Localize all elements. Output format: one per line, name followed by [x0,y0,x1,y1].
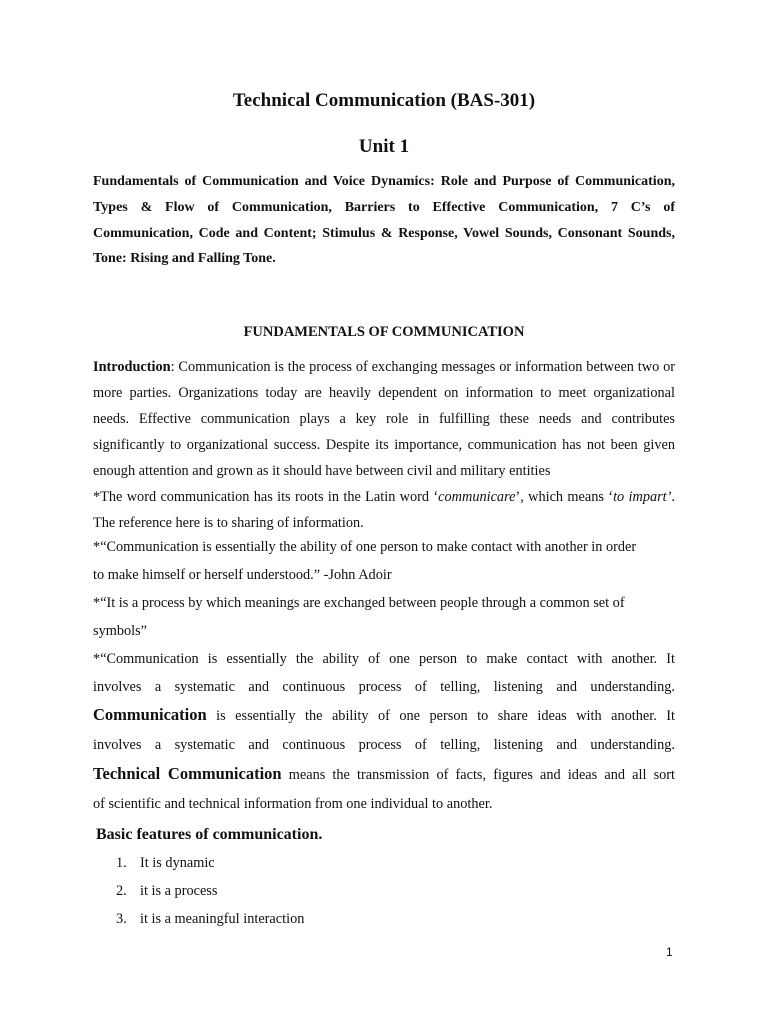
list-number: 1. [116,855,127,871]
definition-technical-line-1 [93,764,675,784]
latin-meaning: to impart’ [613,489,672,505]
etymology-text-1: *The word communication has its roots in the Latin word ‘ [93,489,439,505]
list-item [116,883,217,900]
list-text: it is a meaningful interaction [140,911,305,927]
page-number: 1 [666,945,673,959]
features-heading: Basic features of communication. [96,826,323,843]
introduction-paragraph [93,354,675,484]
list-text: It is dynamic [140,855,215,871]
introduction-text: : Communication is the process of exchanging messages or information between two or more parties. Organizations today are heavily dependent on information to meet organizational needs. Effective communication plays a key role in fulfilling these needs and contributes significantly to organizational success. Despite its importance, communication has not been given enough attention and grown as it should have between civil and military entities [93,359,675,479]
definition-term-technical-communication: Technical Communication [93,764,282,783]
introduction-label: Introduction [93,359,171,375]
definition-communication-text: is essentially the ability of one person to share ideas with another. It [206,708,675,724]
list-number: 2. [116,883,127,899]
latin-word: communicare [438,489,516,505]
quote-2-line-1: *“It is a process by which meanings are exchanged between people through a common set of [93,595,625,611]
definition-term-communication: Communication [93,705,207,724]
section-title: FUNDAMENTALS OF COMMUNICATION [243,324,525,340]
list-text: it is a process [140,883,218,899]
definition-technical-line-2: of scientific and technical information from one individual to another. [93,796,493,812]
quote-3-line-1: *“Communication is essentially the ability of one person to make contact with another. It [93,651,675,667]
definition-communication-line-2: involves a systematic and continuous process of telling, listening and understanding. [93,737,675,753]
quote-1-line-2: to make himself or herself understood.” -John Adoir [93,567,392,583]
definition-communication-line-1 [93,705,675,725]
unit-overview: Fundamentals of Communication and Voice Dynamics: Role and Purpose of Communication, Types & Flow of Communication, Barriers to Effective Communication, 7 C’s of Communication, Code and Content; Stimulus & Response, Vowel Sounds, Consonant Sounds, Tone: Rising and Falling Tone. [93,174,675,267]
quote-2-line-2: symbols” [93,623,148,639]
definition-technical-text: means the transmission of facts, figures and ideas and all sort [281,767,676,783]
etymology-paragraph [93,484,675,536]
list-item [116,911,304,928]
etymology-text-3: . The reference here is to sharing of information. [93,489,675,531]
document-title: Technical Communication (BAS-301) [232,90,536,111]
list-item [116,855,215,872]
quote-1-line-1: *“Communication is essentially the ability of one person to make contact with another in order [93,539,637,555]
etymology-text-2: ’, which means ‘ [515,489,614,505]
unit-heading: Unit 1 [358,136,410,157]
quote-3-line-2: involves a systematic and continuous process of telling, listening and understanding. [93,679,675,695]
list-number: 3. [116,911,127,927]
